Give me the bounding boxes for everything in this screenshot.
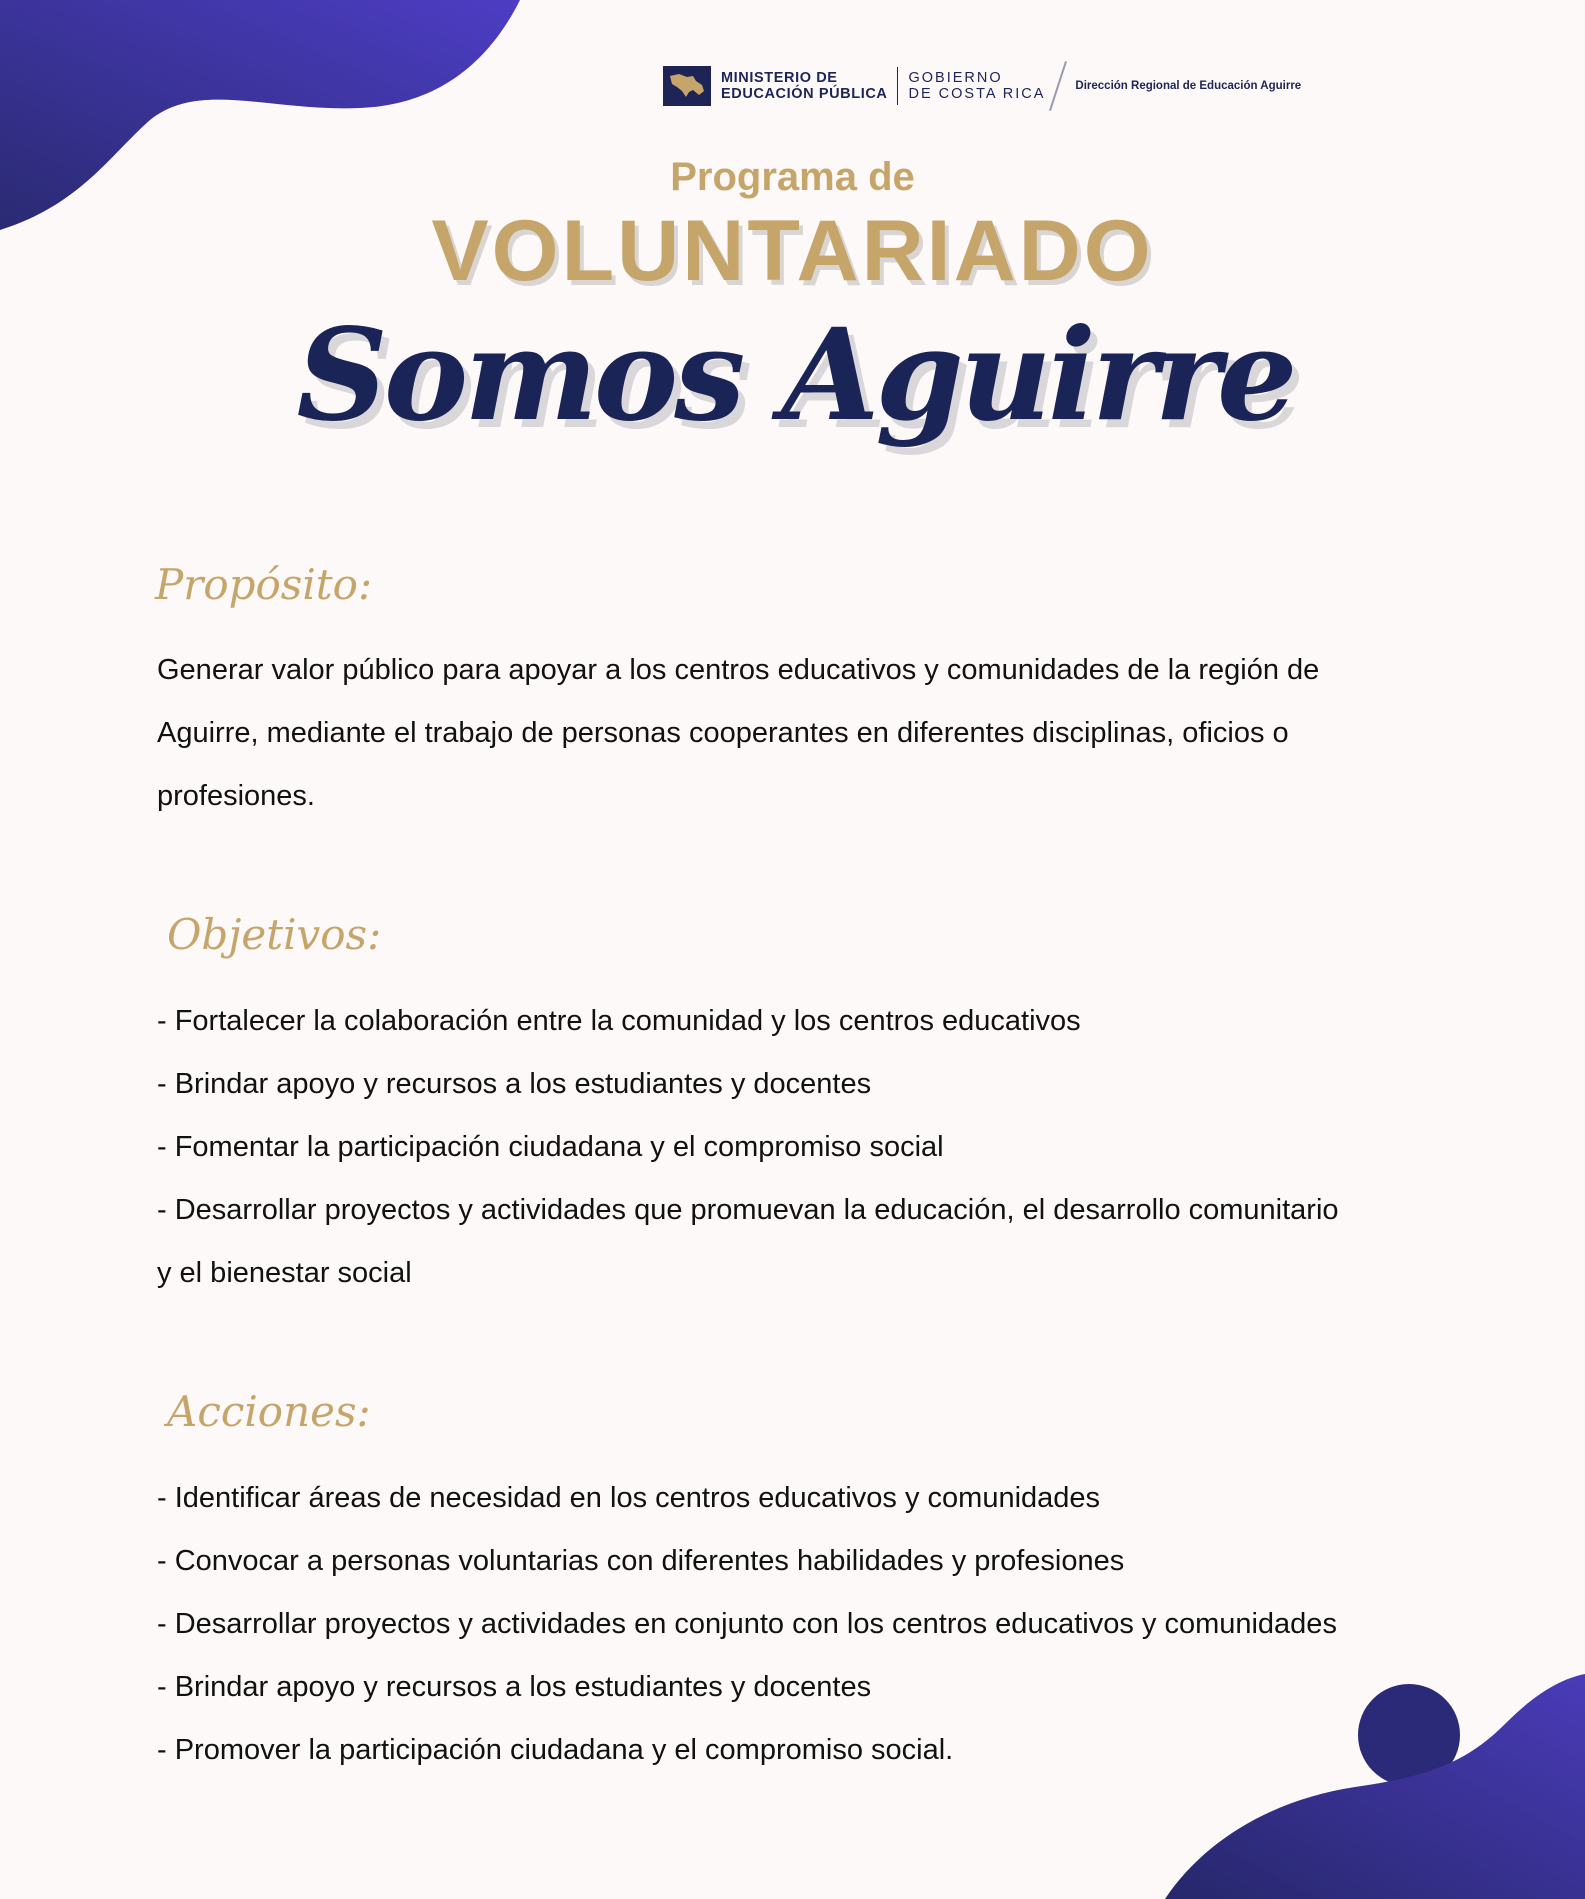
title-somos-aguirre: Somos Aguirre (296, 300, 1294, 449)
ministerio-logo-text (721, 70, 887, 102)
logo-separator (897, 67, 898, 105)
heading-acciones: Acciones: (167, 1387, 371, 1436)
logo-slash-divider (1049, 61, 1067, 111)
ministerio-line1: MINISTERIO DE (721, 70, 838, 86)
objetivo-item: - Brindar apoyo y recursos a los estudiantes y docentes (157, 1068, 872, 1100)
gobierno-line2: DE COSTA RICA (908, 86, 1046, 102)
proposito-line-1: Generar valor público para apoyar a los centros educativos y comunidades de la región de (157, 654, 1320, 686)
heading-objetivos: Objetivos: (167, 910, 382, 959)
heading-proposito: Propósito: (155, 560, 373, 609)
ministerio-line2: EDUCACIÓN PÚBLICA (721, 86, 888, 102)
proposito-line-2: Aguirre, mediante el trabajo de personas cooperantes en diferentes disciplinas, oficios o (157, 717, 1289, 749)
accion-item: - Identificar áreas de necesidad en los centros educativos y comunidades (157, 1482, 1101, 1514)
proposito-line-3: profesiones. (157, 780, 315, 812)
title-programa: Programa de (670, 155, 915, 199)
costa-rica-map-icon (663, 66, 711, 106)
objetivo-item: - Fortalecer la colaboración entre la comunidad y los centros educativos (157, 1005, 1081, 1037)
accion-item: - Desarrollar proyectos y actividades en conjunto con los centros educativos y comunidades (157, 1608, 1337, 1640)
direccion-regional-text: Dirección Regional de Educación Aguirre (1075, 80, 1302, 92)
header-logos (663, 62, 1301, 110)
accion-item: - Convocar a personas voluntarias con diferentes habilidades y profesiones (157, 1545, 1125, 1577)
objetivo-item: - Desarrollar proyectos y actividades que promuevan la educación, el desarrollo comunitario (157, 1194, 1339, 1226)
accion-item: - Promover la participación ciudadana y el compromiso social. (157, 1734, 954, 1766)
objetivo-item: - Fomentar la participación ciudadana y el compromiso social (157, 1131, 944, 1163)
bottom-right-wave-decoration (1165, 1669, 1585, 1899)
gobierno-line1: GOBIERNO (908, 70, 1003, 86)
title-voluntariado: VOLUNTARIADO (431, 203, 1154, 299)
accion-item: - Brindar apoyo y recursos a los estudiantes y docentes (157, 1671, 872, 1703)
gobierno-logo-text (908, 70, 1045, 102)
objetivo-item-continuation: y el bienestar social (157, 1257, 412, 1289)
